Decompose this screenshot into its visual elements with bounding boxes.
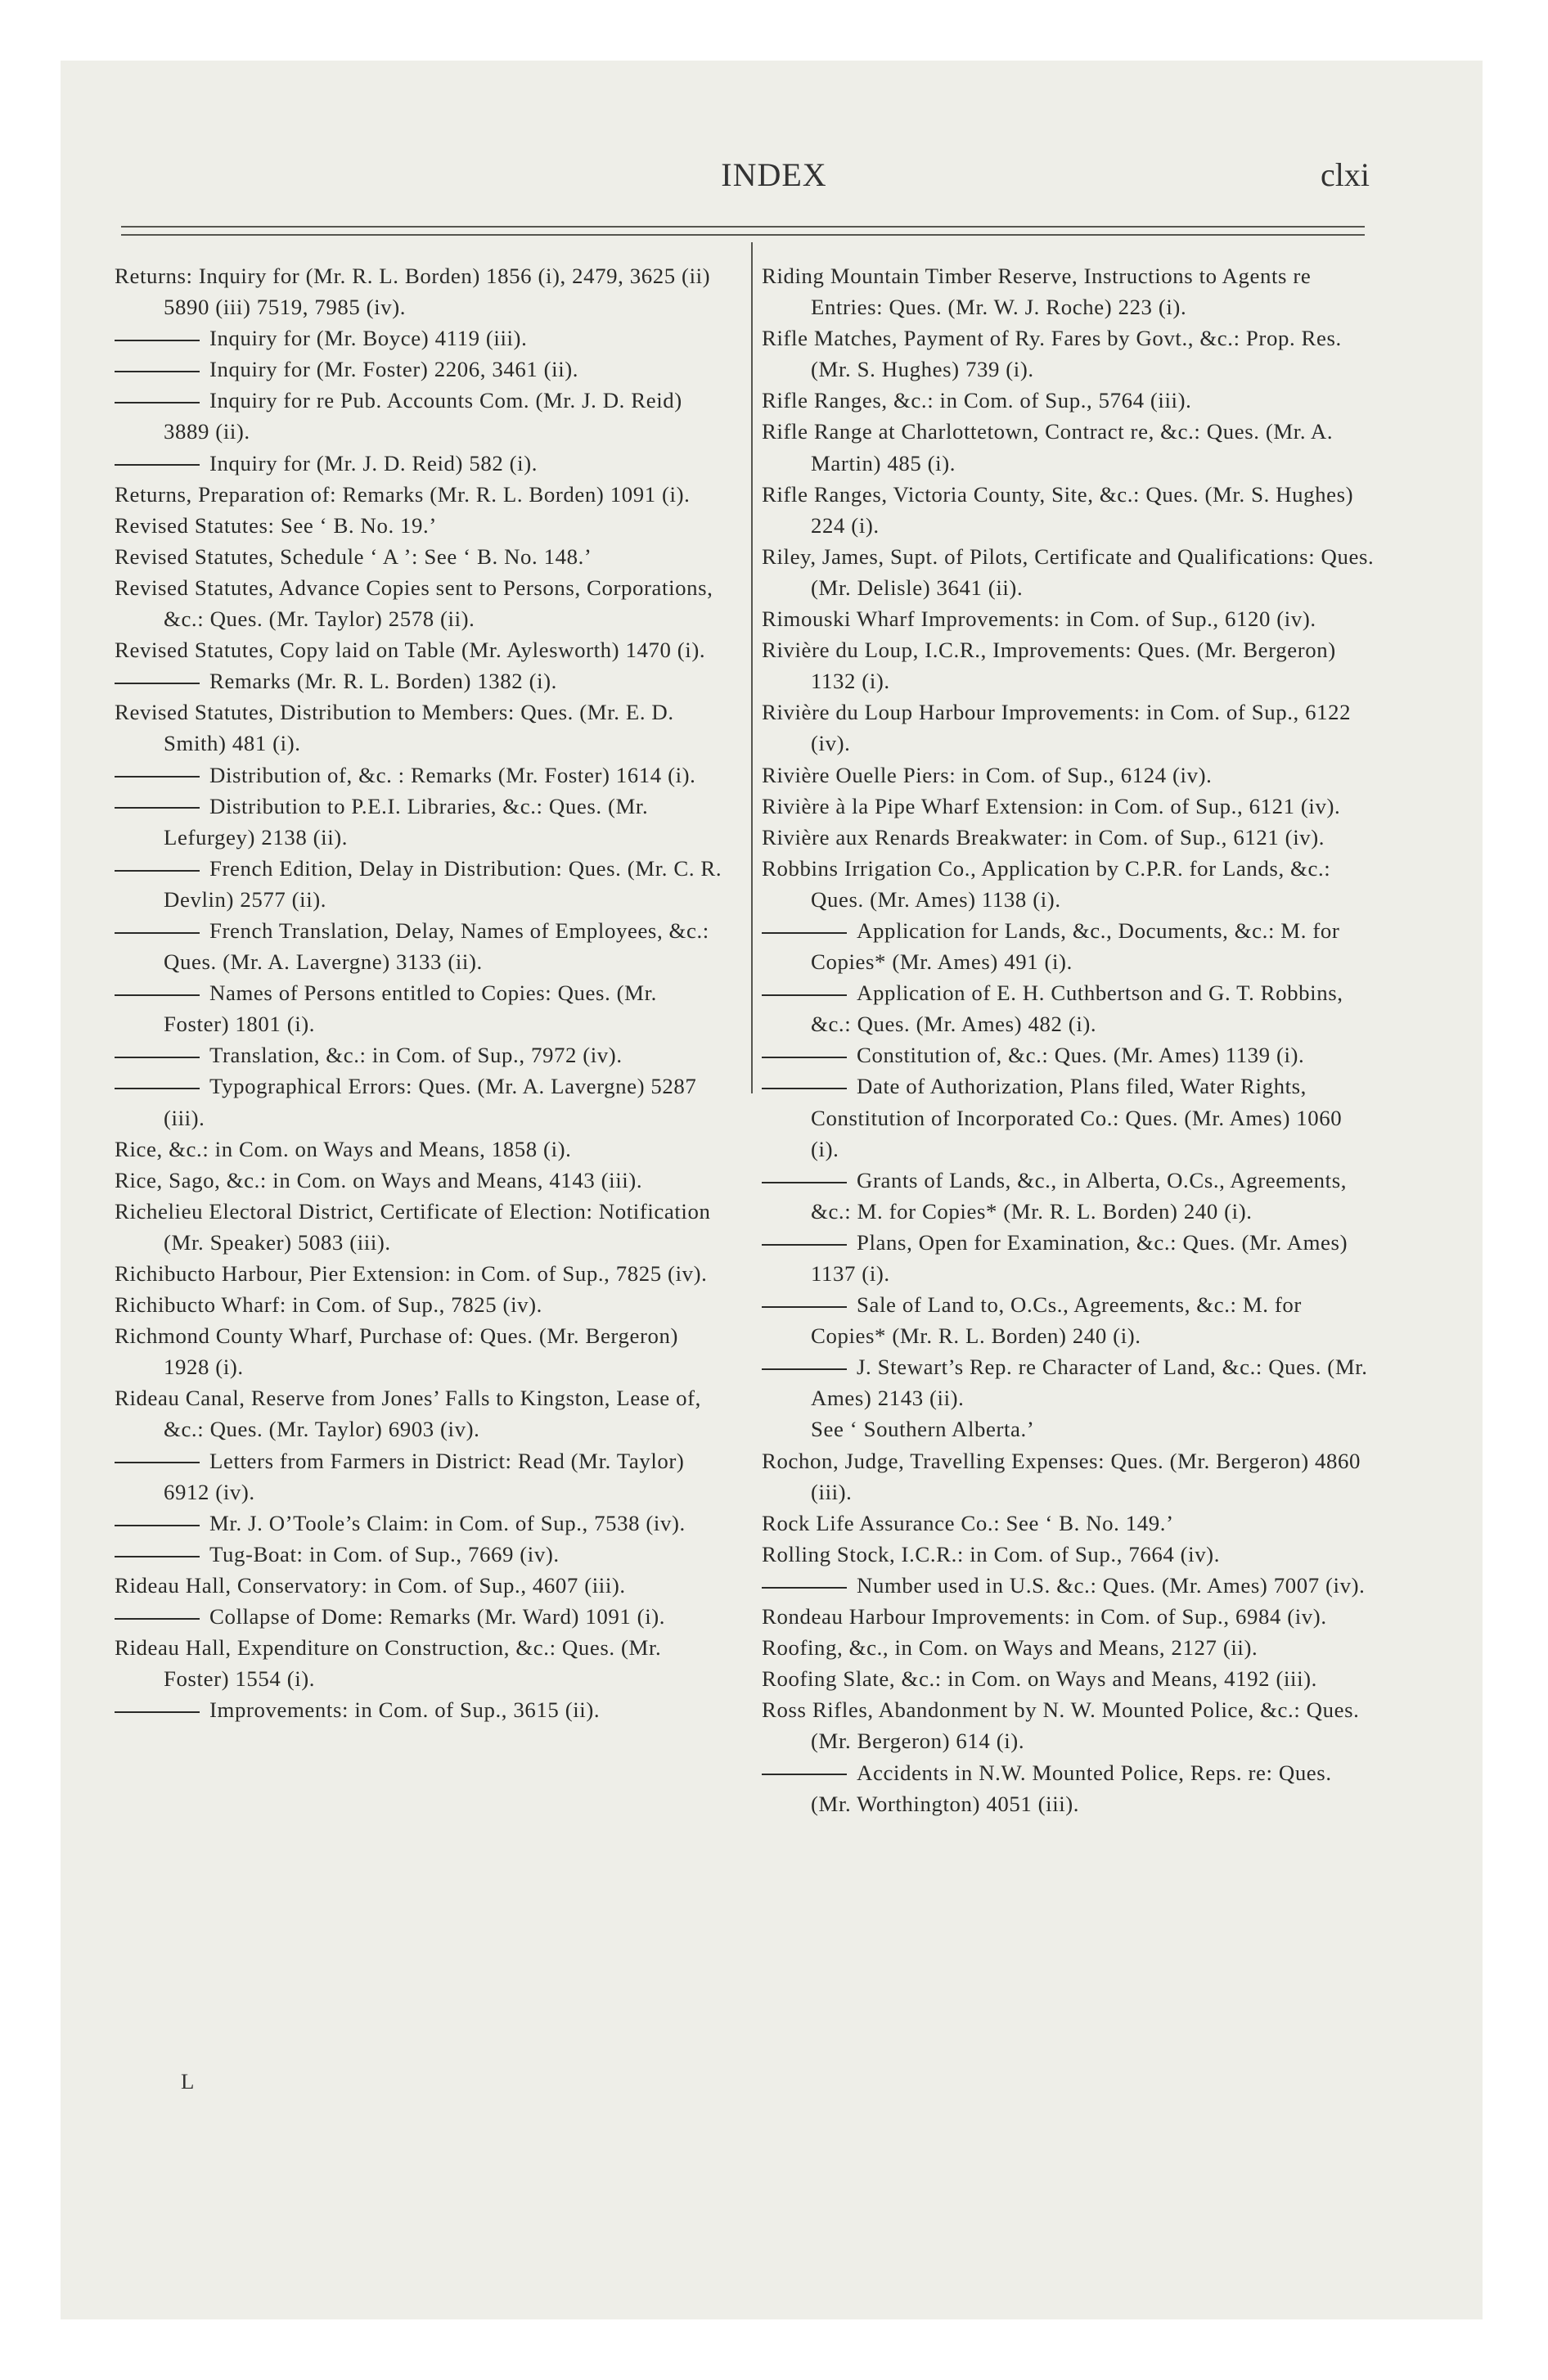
ditto-dash [115,1556,200,1557]
index-column-right [762,260,1375,1819]
entry-text: Returns: Inquiry for (Mr. R. L. Borden) 1856 (i), 2479, 3625 (ii) 5890 (iii) 7519, 7985 (iv). [115,264,711,320]
index-entry [762,1445,1375,1508]
index-subentry [115,977,728,1039]
entry-text: Improvements: in Com. of Sup., 3615 (ii). [209,1697,601,1723]
ditto-dash [762,1587,847,1589]
entry-text: Rice, Sago, &c.: in Com. on Ways and Means, 4143 (iii). [115,1167,643,1192]
index-subentry [762,977,1375,1039]
index-subentry [115,385,728,447]
entry-text: Application of E. H. Cuthbertson and G. T. Robbins, &c.: Ques. (Mr. Ames) 482 (i). [811,980,1343,1037]
entry-text: Date of Authorization, Plans filed, Water Rights, Constitution of Incorporated Co.: Ques. (Mr. Ames) 1060 (i). [811,1074,1343,1161]
entry-text: Riley, James, Supt. of Pilots, Certificate and Qualifications: Ques. (Mr. Delisle) 3641 (ii). [762,543,1375,600]
ditto-dash [115,994,200,996]
index-subentry [762,1071,1375,1164]
index-subentry [115,1508,728,1539]
ditto-dash [762,932,847,934]
ditto-dash [115,776,200,778]
index-subentry [115,1539,728,1570]
index-entry [115,479,728,510]
entry-text: Robbins Irrigation Co., Application by C.P.R. for Lands, &c.: Ques. (Mr. Ames) 1138 (i). [762,855,1331,912]
entry-text: Rifle Ranges, &c.: in Com. of Sup., 5764 (iii). [762,388,1192,413]
ditto-dash [115,1618,200,1620]
header-rule [121,226,1365,228]
index-subentry [115,448,728,479]
header-rule-lower [121,234,1365,236]
entry-text: Rifle Ranges, Victoria County, Site, &c.: Ques. (Mr. S. Hughes) 224 (i). [762,481,1354,538]
ditto-dash [115,1057,200,1058]
entry-text: Revised Statutes, Copy laid on Table (Mr. Aylesworth) 1470 (i). [115,638,706,663]
index-entry [115,260,728,322]
entry-text: Richibucto Wharf: in Com. of Sup., 7825 (iv). [115,1292,542,1318]
index-subentry [762,1757,1375,1819]
index-entry [762,416,1375,478]
index-entry [762,791,1375,822]
entry-text: Roofing, &c., in Com. on Ways and Means, 2127 (ii). [762,1635,1258,1661]
entry-text: Revised Statutes, Distribution to Members: Ques. (Mr. E. D. Smith) 481 (i). [115,700,674,756]
entry-text: Plans, Open for Examination, &c.: Ques. (Mr. Ames) 1137 (i). [811,1229,1348,1286]
entry-text: Typographical Errors: Ques. (Mr. A. Lavergne) 5287 (iii). [164,1074,697,1130]
index-entry [762,853,1375,915]
entry-text: Sale of Land to, O.Cs., Agreements, &c.: M. for Copies* (Mr. R. L. Borden) 240 (i). [811,1292,1302,1349]
ditto-dash [115,1462,200,1463]
entry-text: Inquiry for (Mr. J. D. Reid) 582 (i). [209,450,538,476]
entry-text: Accidents in N.W. Mounted Police, Reps. re: Ques. (Mr. Worthington) 4051 (iii). [811,1760,1332,1816]
index-entry [115,696,728,759]
entry-text: J. Stewart’s Rep. re Character of Land, &c.: Ques. (Mr. Ames) 2143 (ii). [811,1355,1368,1411]
entry-text: Rochon, Judge, Travelling Expenses: Ques. (Mr. Bergeron) 4860 (iii). [762,1448,1361,1504]
ditto-dash [115,683,200,684]
index-entry [115,541,728,572]
index-entry [115,1165,728,1196]
entry-text: Rivière à la Pipe Wharf Extension: in Com. of Sup., 6121 (iv). [762,793,1341,818]
signature-mark: L [181,2069,195,2094]
index-entry [762,322,1375,385]
index-entry [762,1508,1375,1539]
entry-text: Revised Statutes: See ‘ B. No. 19.’ [115,512,437,538]
index-subentry [762,1039,1375,1071]
page-title: INDEX [721,156,827,193]
index-subentry [762,1165,1375,1227]
ditto-dash [115,1088,200,1089]
entry-text: Rock Life Assurance Co.: See ‘ B. No. 149.’ [762,1510,1174,1535]
entry-text: Names of Persons entitled to Copies: Ques. (Mr. Foster) 1801 (i). [164,980,657,1037]
ditto-dash [762,1057,847,1058]
index-entry [762,1694,1375,1756]
ditto-dash [115,464,200,466]
entry-text: Rideau Hall, Expenditure on Construction, &c.: Ques. (Mr. Foster) 1554 (i). [115,1635,662,1692]
index-entry [115,634,728,665]
entry-text: Collapse of Dome: Remarks (Mr. Ward) 1091 (i). [209,1604,666,1629]
index-subentry [115,1694,728,1725]
index-subentry [762,1351,1375,1413]
index-subentry [762,915,1375,977]
entry-text: Number used in U.S. &c.: Ques. (Mr. Ames) 7007 (iv). [857,1572,1366,1598]
entry-text: See ‘ Southern Alberta.’ [811,1417,1035,1442]
entry-text: Revised Statutes, Schedule ‘ A ’: See ‘ B. No. 148.’ [115,543,592,569]
entry-text: Rivière Ouelle Piers: in Com. of Sup., 6124 (iv). [762,762,1213,787]
index-entry [762,760,1375,791]
ditto-dash [115,1711,200,1713]
index-subentry [115,1071,728,1133]
index-entry [762,1632,1375,1663]
ditto-dash [115,371,200,372]
entry-text: French Translation, Delay, Names of Employees, &c.: Ques. (Mr. A. Lavergne) 3133 (ii). [164,917,709,975]
index-entry [115,510,728,541]
entry-text: Rivière du Loup, I.C.R., Improvements: Ques. (Mr. Bergeron) 1132 (i). [762,638,1336,694]
index-subentry [115,791,728,853]
index-subentry [115,665,728,696]
entry-text: Rideau Hall, Conservatory: in Com. of Sup., 4607 (iii). [115,1572,626,1598]
page-number: clxi [1321,156,1370,193]
ditto-dash [115,932,200,934]
entry-text: Richibucto Harbour, Pier Extension: in Com. of Sup., 7825 (iv). [115,1261,708,1286]
entry-text: Rifle Matches, Payment of Ry. Fares by Govt., &c.: Prop. Res. (Mr. S. Hughes) 739 (i). [762,326,1342,382]
entry-text: Rivière aux Renards Breakwater: in Com. of Sup., 6121 (iv). [762,824,1325,850]
entry-text: Letters from Farmers in District: Read (Mr. Taylor) 6912 (iv). [164,1448,685,1504]
index-entry [762,385,1375,416]
index-entry [762,1601,1375,1632]
entry-text: Rimouski Wharf Improvements: in Com. of Sup., 6120 (iv). [762,606,1316,632]
column-separator [751,242,753,1093]
ditto-dash [762,1088,847,1089]
entry-text: Translation, &c.: in Com. of Sup., 7972 (iv). [209,1043,623,1068]
entry-text: Distribution of, &c. : Remarks (Mr. Foster) 1614 (i). [209,762,696,787]
entry-text: Ross Rifles, Abandonment by N. W. Mounted Police, &c.: Ques. (Mr. Bergeron) 614 (i). [762,1697,1360,1754]
ditto-dash [762,1244,847,1246]
ditto-dash [115,807,200,809]
index-subentry [115,853,728,915]
ditto-dash [115,402,200,403]
index-column-left [115,260,728,1725]
entry-text: Riding Mountain Timber Reserve, Instructions to Agents re Entries: Ques. (Mr. W. J. Roche) 223 (i). [762,264,1312,320]
ditto-dash [115,870,200,872]
index-entry [762,1539,1375,1570]
index-entry [762,603,1375,634]
index-entry [762,1663,1375,1694]
entry-text: Richmond County Wharf, Purchase of: Ques. (Mr. Bergeron) 1928 (i). [115,1323,679,1380]
entry-text: Remarks (Mr. R. L. Borden) 1382 (i). [209,669,557,694]
entry-text: Inquiry for re Pub. Accounts Com. (Mr. J. D. Reid) 3889 (ii). [164,388,682,444]
entry-text: Roofing Slate, &c.: in Com. on Ways and Means, 4192 (iii). [762,1666,1317,1692]
index-subentry [115,760,728,791]
entry-text: Rondeau Harbour Improvements: in Com. of Sup., 6984 (iv). [762,1604,1327,1629]
index-subentry [762,1227,1375,1289]
ditto-dash [762,1182,847,1183]
ditto-dash [762,1306,847,1308]
index-entry [762,260,1375,322]
index-entry [115,572,728,634]
entry-text: Returns, Preparation of: Remarks (Mr. R. L. Borden) 1091 (i). [115,481,691,507]
index-subentry [115,322,728,354]
index-entry [115,1258,728,1289]
entry-text: Distribution to P.E.I. Libraries, &c.: Ques. (Mr. Lefurgey) 2138 (ii). [164,793,649,850]
ditto-dash [762,1368,847,1370]
index-entry [762,1413,1375,1445]
index-subentry [762,1289,1375,1351]
index-entry [115,1196,728,1258]
index-entry [115,1382,728,1445]
index-subentry [115,354,728,385]
entry-text: Mr. J. O’Toole’s Claim: in Com. of Sup., 7538 (iv). [209,1510,686,1535]
ditto-dash [115,340,200,341]
entry-text: Rolling Stock, I.C.R.: in Com. of Sup., 7664 (iv). [762,1541,1221,1566]
index-entry [762,822,1375,853]
index-entry [762,696,1375,759]
index-entry [762,634,1375,696]
entry-text: Richelieu Electoral District, Certificate of Election: Notification (Mr. Speaker) 5083 (iii). [115,1198,711,1255]
entry-text: Rice, &c.: in Com. on Ways and Means, 1858 (i). [115,1136,572,1161]
entry-text: Application for Lands, &c., Documents, &c.: M. for Copies* (Mr. Ames) 491 (i). [811,917,1340,975]
entry-text: Inquiry for (Mr. Boyce) 4119 (iii). [209,326,528,351]
index-entry [115,1134,728,1165]
index-subentry [115,1445,728,1508]
entry-text: French Edition, Delay in Distribution: Ques. (Mr. C. R. Devlin) 2577 (ii). [164,855,722,912]
ditto-dash [115,1525,200,1526]
entry-text: Revised Statutes, Advance Copies sent to Persons, Corporations, &c.: Ques. (Mr. Taylor) 2578 (ii). [115,575,713,632]
index-subentry [762,1570,1375,1601]
entry-text: Rideau Canal, Reserve from Jones’ Falls to Kingston, Lease of, &c.: Ques. (Mr. Taylor) 6903 (iv). [115,1386,701,1442]
index-entry [115,1570,728,1601]
index-entry [115,1320,728,1382]
entry-text: Rifle Range at Charlottetown, Contract re, &c.: Ques. (Mr. A. Martin) 485 (i). [762,419,1334,476]
index-entry [115,1289,728,1320]
entry-text: Inquiry for (Mr. Foster) 2206, 3461 (ii). [209,357,579,382]
entry-text: Constitution of, &c.: Ques. (Mr. Ames) 1139 (i). [857,1043,1305,1068]
ditto-dash [762,1774,847,1775]
index-subentry [115,1039,728,1071]
entry-text: Tug-Boat: in Com. of Sup., 7669 (iv). [209,1541,560,1566]
entry-text: Grants of Lands, &c., in Alberta, O.Cs., Agreements, &c.: M. for Copies* (Mr. R. L. Borden) 240 (i). [811,1167,1348,1224]
index-entry [762,541,1375,603]
ditto-dash [762,994,847,996]
index-subentry [115,915,728,977]
entry-text: Rivière du Loup Harbour Improvements: in Com. of Sup., 6122 (iv). [762,700,1352,756]
index-entry [115,1632,728,1694]
index-subentry [115,1601,728,1632]
index-entry [762,479,1375,541]
